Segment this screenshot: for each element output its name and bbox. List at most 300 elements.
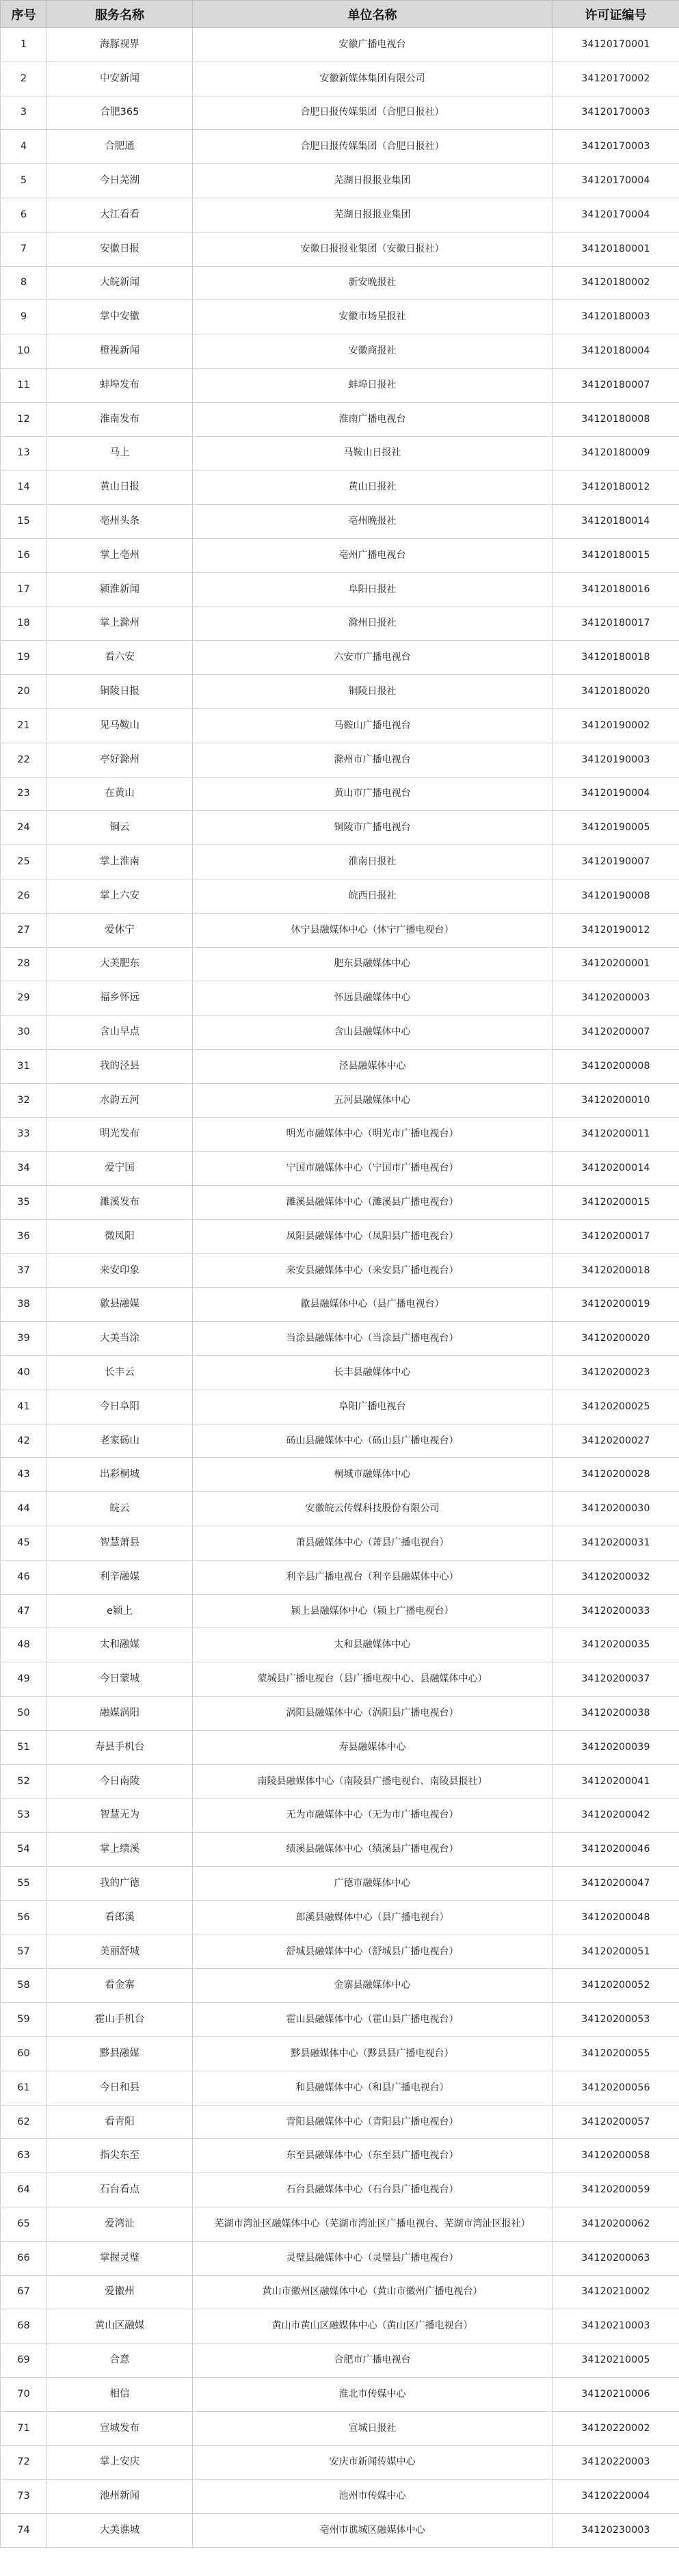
cell-license-number: 34120180016 bbox=[552, 572, 679, 607]
cell-unit-name: 南陵县融媒体中心（南陵县广播电视台、南陵县报社） bbox=[193, 1764, 552, 1798]
table-row bbox=[1, 2241, 679, 2275]
cell-service-name: 微凤阳 bbox=[47, 1219, 193, 1253]
cell-index: 11 bbox=[1, 368, 47, 402]
cell-unit-name: 宣城日报社 bbox=[193, 2411, 552, 2445]
cell-unit-name: 安徽商报社 bbox=[193, 334, 552, 369]
cell-license-number: 34120200048 bbox=[552, 1900, 679, 1935]
cell-unit-name: 含山县融媒体中心 bbox=[193, 1015, 552, 1050]
table-row bbox=[1, 572, 679, 607]
cell-service-name: 我的泾县 bbox=[47, 1049, 193, 1083]
cell-license-number: 34120190004 bbox=[552, 777, 679, 811]
table-row bbox=[1, 232, 679, 266]
cell-unit-name: 桐城市融媒体中心 bbox=[193, 1458, 552, 1492]
cell-license-number: 34120200010 bbox=[552, 1083, 679, 1117]
table-row bbox=[1, 879, 679, 913]
cell-license-number: 34120200007 bbox=[552, 1015, 679, 1050]
cell-index: 46 bbox=[1, 1560, 47, 1594]
cell-service-name: 亳州头条 bbox=[47, 505, 193, 539]
cell-unit-name: 萧县融媒体中心（萧县广播电视台） bbox=[193, 1526, 552, 1561]
cell-license-number: 34120210002 bbox=[552, 2275, 679, 2309]
table-row bbox=[1, 708, 679, 743]
cell-unit-name: 新安晚报社 bbox=[193, 266, 552, 300]
cell-index: 63 bbox=[1, 2139, 47, 2173]
cell-unit-name: 绩溪县融媒体中心（绩溪县广播电视台） bbox=[193, 1833, 552, 1867]
cell-service-name: 铜陵日报 bbox=[47, 675, 193, 709]
cell-license-number: 34120200042 bbox=[552, 1798, 679, 1833]
cell-service-name: 马上 bbox=[47, 436, 193, 470]
cell-license-number: 34120170004 bbox=[552, 198, 679, 232]
cell-service-name: 相信 bbox=[47, 2377, 193, 2411]
cell-license-number: 34120170004 bbox=[552, 164, 679, 198]
cell-license-number: 34120210005 bbox=[552, 2343, 679, 2378]
cell-unit-name: 郎溪县融媒体中心（县广播电视台） bbox=[193, 1900, 552, 1935]
cell-service-name: 中安新闻 bbox=[47, 62, 193, 96]
cell-unit-name: 石台县融媒体中心（石台县广播电视台） bbox=[193, 2173, 552, 2207]
cell-license-number: 34120180003 bbox=[552, 300, 679, 334]
cell-unit-name: 滁州日报社 bbox=[193, 607, 552, 641]
cell-license-number: 34120200025 bbox=[552, 1390, 679, 1424]
cell-service-name: 掌上滁州 bbox=[47, 607, 193, 641]
cell-unit-name: 马鞍山广播电视台 bbox=[193, 708, 552, 743]
cell-unit-name: 广德市融媒体中心 bbox=[193, 1867, 552, 1901]
cell-unit-name: 安徽皖云传媒科技股份有限公司 bbox=[193, 1492, 552, 1526]
cell-index: 50 bbox=[1, 1697, 47, 1731]
table-row bbox=[1, 1152, 679, 1186]
cell-service-name: 歙县融媒 bbox=[47, 1288, 193, 1322]
cell-unit-name: 寿县融媒体中心 bbox=[193, 1730, 552, 1764]
cell-unit-name: 凤阳县融媒体中心（凤阳县广播电视台） bbox=[193, 1219, 552, 1253]
cell-license-number: 34120200057 bbox=[552, 2105, 679, 2139]
table-row bbox=[1, 505, 679, 539]
cell-index: 55 bbox=[1, 1867, 47, 1901]
cell-license-number: 34120200052 bbox=[552, 1969, 679, 2003]
cell-service-name: 霍山手机台 bbox=[47, 2003, 193, 2037]
cell-unit-name: 颍上县融媒体中心（颍上广播电视台） bbox=[193, 1594, 552, 1628]
cell-license-number: 34120180018 bbox=[552, 641, 679, 675]
cell-service-name: 福乡怀远 bbox=[47, 981, 193, 1015]
cell-index: 4 bbox=[1, 130, 47, 164]
cell-license-number: 34120180015 bbox=[552, 538, 679, 572]
cell-license-number: 34120200014 bbox=[552, 1152, 679, 1186]
cell-index: 31 bbox=[1, 1049, 47, 1083]
cell-index: 66 bbox=[1, 2241, 47, 2275]
table-row bbox=[1, 913, 679, 947]
table-row bbox=[1, 130, 679, 164]
cell-index: 33 bbox=[1, 1117, 47, 1152]
cell-service-name: 皖云 bbox=[47, 1492, 193, 1526]
cell-license-number: 34120180002 bbox=[552, 266, 679, 300]
table-row bbox=[1, 1186, 679, 1220]
table-row bbox=[1, 1867, 679, 1901]
cell-service-name: 爱休宁 bbox=[47, 913, 193, 947]
cell-license-number: 34120220003 bbox=[552, 2445, 679, 2480]
cell-service-name: 合肥通 bbox=[47, 130, 193, 164]
cell-unit-name: 芜湖日报报业集团 bbox=[193, 164, 552, 198]
cell-unit-name: 安徽新媒体集团有限公司 bbox=[193, 62, 552, 96]
cell-unit-name: 淮南日报社 bbox=[193, 845, 552, 879]
cell-index: 42 bbox=[1, 1424, 47, 1458]
cell-service-name: 智慧萧县 bbox=[47, 1526, 193, 1561]
cell-index: 57 bbox=[1, 1935, 47, 1969]
cell-index: 43 bbox=[1, 1458, 47, 1492]
cell-index: 44 bbox=[1, 1492, 47, 1526]
cell-index: 61 bbox=[1, 2071, 47, 2105]
cell-license-number: 34120200027 bbox=[552, 1424, 679, 1458]
cell-service-name: e颍上 bbox=[47, 1594, 193, 1628]
cell-license-number: 34120200059 bbox=[552, 2173, 679, 2207]
cell-service-name: 掌握灵璧 bbox=[47, 2241, 193, 2275]
table-row bbox=[1, 62, 679, 96]
cell-license-number: 34120180020 bbox=[552, 675, 679, 709]
cell-service-name: 黟县融媒 bbox=[47, 2037, 193, 2071]
cell-unit-name: 安徽广播电视台 bbox=[193, 28, 552, 62]
cell-service-name: 铜云 bbox=[47, 811, 193, 845]
cell-service-name: 水韵五河 bbox=[47, 1083, 193, 1117]
cell-unit-name: 当涂县融媒体中心（当涂县广播电视台） bbox=[193, 1322, 552, 1356]
cell-index: 34 bbox=[1, 1152, 47, 1186]
cell-service-name: 海豚视界 bbox=[47, 28, 193, 62]
cell-license-number: 34120190012 bbox=[552, 913, 679, 947]
cell-unit-name: 无为市融媒体中心（无为市广播电视台） bbox=[193, 1798, 552, 1833]
cell-license-number: 34120220002 bbox=[552, 2411, 679, 2445]
table-row bbox=[1, 811, 679, 845]
cell-unit-name: 芜湖日报报业集团 bbox=[193, 198, 552, 232]
cell-service-name: 掌上安庆 bbox=[47, 2445, 193, 2480]
cell-unit-name: 淮北市传媒中心 bbox=[193, 2377, 552, 2411]
cell-unit-name: 黄山市广播电视台 bbox=[193, 777, 552, 811]
cell-index: 17 bbox=[1, 572, 47, 607]
cell-unit-name: 亳州市谯城区融媒体中心 bbox=[193, 2514, 552, 2548]
cell-index: 45 bbox=[1, 1526, 47, 1561]
cell-license-number: 34120220004 bbox=[552, 2480, 679, 2514]
cell-unit-name: 利辛县广播电视台（利辛县融媒体中心） bbox=[193, 1560, 552, 1594]
table-row bbox=[1, 2003, 679, 2037]
cell-unit-name: 蚌埠日报社 bbox=[193, 368, 552, 402]
table-row bbox=[1, 2037, 679, 2071]
cell-unit-name: 青阳县融媒体中心（青阳县广播电视台） bbox=[193, 2105, 552, 2139]
cell-unit-name: 安徽日报报业集团（安徽日报社） bbox=[193, 232, 552, 266]
table-row bbox=[1, 1697, 679, 1731]
cell-unit-name: 蒙城县广播电视台（县广播电视中心、县融媒体中心） bbox=[193, 1662, 552, 1697]
cell-service-name: 安徽日报 bbox=[47, 232, 193, 266]
cell-service-name: 石台看点 bbox=[47, 2173, 193, 2207]
table-row bbox=[1, 300, 679, 334]
table-row bbox=[1, 1969, 679, 2003]
cell-service-name: 爱湾沚 bbox=[47, 2207, 193, 2242]
cell-service-name: 我的广德 bbox=[47, 1867, 193, 1901]
cell-service-name: 融媒涡阳 bbox=[47, 1697, 193, 1731]
table-row bbox=[1, 2173, 679, 2207]
cell-unit-name: 池州市传媒中心 bbox=[193, 2480, 552, 2514]
cell-unit-name: 霍山县融媒体中心（霍山县广播电视台） bbox=[193, 2003, 552, 2037]
cell-license-number: 34120190005 bbox=[552, 811, 679, 845]
cell-index: 28 bbox=[1, 947, 47, 981]
table-row bbox=[1, 2071, 679, 2105]
cell-service-name: 掌上绩溪 bbox=[47, 1833, 193, 1867]
cell-license-number: 34120200041 bbox=[552, 1764, 679, 1798]
cell-license-number: 34120190003 bbox=[552, 743, 679, 777]
table-row bbox=[1, 1900, 679, 1935]
cell-license-number: 34120180001 bbox=[552, 232, 679, 266]
cell-service-name: 池州新闻 bbox=[47, 2480, 193, 2514]
table-header bbox=[1, 1, 679, 28]
cell-index: 40 bbox=[1, 1356, 47, 1390]
cell-license-number: 34120200046 bbox=[552, 1833, 679, 1867]
cell-index: 21 bbox=[1, 708, 47, 743]
cell-index: 67 bbox=[1, 2275, 47, 2309]
cell-index: 22 bbox=[1, 743, 47, 777]
cell-license-number: 34120200019 bbox=[552, 1288, 679, 1322]
cell-service-name: 淮南发布 bbox=[47, 402, 193, 436]
cell-index: 9 bbox=[1, 300, 47, 334]
cell-index: 68 bbox=[1, 2309, 47, 2343]
cell-index: 64 bbox=[1, 2173, 47, 2207]
table-row bbox=[1, 777, 679, 811]
cell-index: 7 bbox=[1, 232, 47, 266]
cell-license-number: 34120200063 bbox=[552, 2241, 679, 2275]
table-row bbox=[1, 1833, 679, 1867]
table-row bbox=[1, 1935, 679, 1969]
table-row bbox=[1, 266, 679, 300]
cell-license-number: 34120170003 bbox=[552, 96, 679, 130]
table-row bbox=[1, 96, 679, 130]
cell-service-name: 掌上六安 bbox=[47, 879, 193, 913]
cell-license-number: 34120200038 bbox=[552, 1697, 679, 1731]
cell-index: 74 bbox=[1, 2514, 47, 2548]
cell-unit-name: 舒城县融媒体中心（舒城县广播电视台） bbox=[193, 1935, 552, 1969]
cell-service-name: 大皖新闻 bbox=[47, 266, 193, 300]
cell-index: 62 bbox=[1, 2105, 47, 2139]
cell-license-number: 34120170002 bbox=[552, 62, 679, 96]
cell-license-number: 34120200039 bbox=[552, 1730, 679, 1764]
table-row bbox=[1, 402, 679, 436]
cell-index: 59 bbox=[1, 2003, 47, 2037]
cell-service-name: 蚌埠发布 bbox=[47, 368, 193, 402]
cell-unit-name: 铜陵日报社 bbox=[193, 675, 552, 709]
cell-index: 72 bbox=[1, 2445, 47, 2480]
table-row bbox=[1, 2411, 679, 2445]
cell-license-number: 34120180008 bbox=[552, 402, 679, 436]
cell-index: 8 bbox=[1, 266, 47, 300]
cell-unit-name: 六安市广播电视台 bbox=[193, 641, 552, 675]
cell-unit-name: 灵璧县融媒体中心（灵璧县广播电视台） bbox=[193, 2241, 552, 2275]
cell-service-name: 智慧无为 bbox=[47, 1798, 193, 1833]
table-row bbox=[1, 2514, 679, 2548]
cell-license-number: 34120200032 bbox=[552, 1560, 679, 1594]
cell-service-name: 寿县手机台 bbox=[47, 1730, 193, 1764]
cell-service-name: 今日和县 bbox=[47, 2071, 193, 2105]
cell-unit-name: 濉溪县融媒体中心（濉溪县广播电视台） bbox=[193, 1186, 552, 1220]
cell-unit-name: 怀远县融媒体中心 bbox=[193, 981, 552, 1015]
cell-license-number: 34120200053 bbox=[552, 2003, 679, 2037]
cell-license-number: 34120180009 bbox=[552, 436, 679, 470]
cell-service-name: 明光发布 bbox=[47, 1117, 193, 1152]
cell-index: 15 bbox=[1, 505, 47, 539]
cell-service-name: 颍淮新闻 bbox=[47, 572, 193, 607]
cell-service-name: 今日南陵 bbox=[47, 1764, 193, 1798]
cell-unit-name: 长丰县融媒体中心 bbox=[193, 1356, 552, 1390]
cell-service-name: 亭好滁州 bbox=[47, 743, 193, 777]
cell-index: 10 bbox=[1, 334, 47, 369]
table-row bbox=[1, 1219, 679, 1253]
cell-license-number: 34120180012 bbox=[552, 470, 679, 505]
cell-license-number: 34120180017 bbox=[552, 607, 679, 641]
cell-unit-name: 五河县融媒体中心 bbox=[193, 1083, 552, 1117]
cell-service-name: 大江看看 bbox=[47, 198, 193, 232]
cell-index: 53 bbox=[1, 1798, 47, 1833]
cell-index: 39 bbox=[1, 1322, 47, 1356]
cell-index: 56 bbox=[1, 1900, 47, 1935]
table-row bbox=[1, 981, 679, 1015]
cell-unit-name: 金寨县融媒体中心 bbox=[193, 1969, 552, 2003]
cell-license-number: 34120200015 bbox=[552, 1186, 679, 1220]
cell-service-name: 含山早点 bbox=[47, 1015, 193, 1050]
table-row bbox=[1, 1798, 679, 1833]
cell-unit-name: 合肥市广播电视台 bbox=[193, 2343, 552, 2378]
cell-service-name: 爱宁国 bbox=[47, 1152, 193, 1186]
cell-license-number: 34120200028 bbox=[552, 1458, 679, 1492]
cell-license-number: 34120200062 bbox=[552, 2207, 679, 2242]
cell-index: 23 bbox=[1, 777, 47, 811]
cell-index: 37 bbox=[1, 1253, 47, 1288]
table-row bbox=[1, 607, 679, 641]
table-row bbox=[1, 334, 679, 369]
cell-service-name: 合肥365 bbox=[47, 96, 193, 130]
cell-license-number: 34120180004 bbox=[552, 334, 679, 369]
table-body bbox=[1, 28, 679, 2548]
table-row bbox=[1, 1117, 679, 1152]
cell-index: 48 bbox=[1, 1628, 47, 1662]
cell-index: 3 bbox=[1, 96, 47, 130]
cell-index: 5 bbox=[1, 164, 47, 198]
cell-license-number: 34120200051 bbox=[552, 1935, 679, 1969]
table-row bbox=[1, 1560, 679, 1594]
cell-index: 73 bbox=[1, 2480, 47, 2514]
cell-index: 71 bbox=[1, 2411, 47, 2445]
cell-license-number: 34120200035 bbox=[552, 1628, 679, 1662]
cell-unit-name: 阜阳日报社 bbox=[193, 572, 552, 607]
cell-unit-name: 滁州市广播电视台 bbox=[193, 743, 552, 777]
cell-service-name: 美丽舒城 bbox=[47, 1935, 193, 1969]
cell-unit-name: 亳州晚报社 bbox=[193, 505, 552, 539]
cell-unit-name: 来安县融媒体中心（来安县广播电视台） bbox=[193, 1253, 552, 1288]
cell-index: 14 bbox=[1, 470, 47, 505]
cell-license-number: 34120200037 bbox=[552, 1662, 679, 1697]
cell-service-name: 宣城发布 bbox=[47, 2411, 193, 2445]
cell-service-name: 来安印象 bbox=[47, 1253, 193, 1288]
cell-service-name: 黄山区融媒 bbox=[47, 2309, 193, 2343]
cell-service-name: 老家砀山 bbox=[47, 1424, 193, 1458]
cell-index: 27 bbox=[1, 913, 47, 947]
cell-unit-name: 歙县融媒体中心（县广播电视台） bbox=[193, 1288, 552, 1322]
cell-unit-name: 铜陵市广播电视台 bbox=[193, 811, 552, 845]
table-row bbox=[1, 1730, 679, 1764]
cell-license-number: 34120210003 bbox=[552, 2309, 679, 2343]
cell-service-name: 看郎溪 bbox=[47, 1900, 193, 1935]
cell-unit-name: 安徽市场星报社 bbox=[193, 300, 552, 334]
table-row bbox=[1, 2480, 679, 2514]
cell-license-number: 34120200047 bbox=[552, 1867, 679, 1901]
cell-license-number: 34120230003 bbox=[552, 2514, 679, 2548]
cell-index: 58 bbox=[1, 1969, 47, 2003]
table-row bbox=[1, 2207, 679, 2242]
cell-index: 24 bbox=[1, 811, 47, 845]
cell-unit-name: 黄山日报社 bbox=[193, 470, 552, 505]
cell-index: 35 bbox=[1, 1186, 47, 1220]
cell-index: 54 bbox=[1, 1833, 47, 1867]
table-row bbox=[1, 538, 679, 572]
cell-service-name: 掌中安徽 bbox=[47, 300, 193, 334]
table-row bbox=[1, 1083, 679, 1117]
cell-unit-name: 和县融媒体中心（和县广播电视台） bbox=[193, 2071, 552, 2105]
cell-unit-name: 亳州广播电视台 bbox=[193, 538, 552, 572]
cell-license-number: 34120200031 bbox=[552, 1526, 679, 1561]
table-row bbox=[1, 1492, 679, 1526]
cell-unit-name: 休宁县融媒体中心（休宁广播电视台） bbox=[193, 913, 552, 947]
cell-service-name: 橙视新闻 bbox=[47, 334, 193, 369]
cell-service-name: 看六安 bbox=[47, 641, 193, 675]
cell-index: 1 bbox=[1, 28, 47, 62]
cell-service-name: 长丰云 bbox=[47, 1356, 193, 1390]
table-row bbox=[1, 1253, 679, 1288]
cell-license-number: 34120190002 bbox=[552, 708, 679, 743]
cell-license-number: 34120210006 bbox=[552, 2377, 679, 2411]
table-row bbox=[1, 368, 679, 402]
cell-unit-name: 芜湖市湾沚区融媒体中心（芜湖市湾沚区广播电视台、芜湖市湾沚区报社） bbox=[193, 2207, 552, 2242]
cell-license-number: 34120190007 bbox=[552, 845, 679, 879]
cell-license-number: 34120200001 bbox=[552, 947, 679, 981]
cell-unit-name: 涡阳县融媒体中心（涡阳县广播电视台） bbox=[193, 1697, 552, 1731]
table-row bbox=[1, 28, 679, 62]
cell-unit-name: 合肥日报传媒集团（合肥日报社） bbox=[193, 96, 552, 130]
cell-unit-name: 肥东县融媒体中心 bbox=[193, 947, 552, 981]
cell-index: 70 bbox=[1, 2377, 47, 2411]
cell-service-name: 大美肥东 bbox=[47, 947, 193, 981]
cell-service-name: 看金寨 bbox=[47, 1969, 193, 2003]
cell-index: 47 bbox=[1, 1594, 47, 1628]
cell-service-name: 见马鞍山 bbox=[47, 708, 193, 743]
table-row bbox=[1, 2309, 679, 2343]
cell-index: 30 bbox=[1, 1015, 47, 1050]
table-row bbox=[1, 436, 679, 470]
cell-service-name: 掌上淮南 bbox=[47, 845, 193, 879]
header-unit-name: 单位名称 bbox=[193, 1, 552, 28]
cell-service-name: 出彩桐城 bbox=[47, 1458, 193, 1492]
cell-service-name: 今日蒙城 bbox=[47, 1662, 193, 1697]
table-row bbox=[1, 1458, 679, 1492]
cell-unit-name: 宁国市融媒体中心（宁国市广播电视台） bbox=[193, 1152, 552, 1186]
table-row bbox=[1, 198, 679, 232]
cell-service-name: 掌上亳州 bbox=[47, 538, 193, 572]
cell-unit-name: 合肥日报传媒集团（合肥日报社） bbox=[193, 130, 552, 164]
table-row bbox=[1, 164, 679, 198]
cell-unit-name: 淮南广播电视台 bbox=[193, 402, 552, 436]
table-row bbox=[1, 470, 679, 505]
cell-index: 65 bbox=[1, 2207, 47, 2242]
cell-service-name: 看青阳 bbox=[47, 2105, 193, 2139]
table-row bbox=[1, 845, 679, 879]
table-row bbox=[1, 1424, 679, 1458]
cell-index: 32 bbox=[1, 1083, 47, 1117]
cell-unit-name: 明光市融媒体中心（明光市广播电视台） bbox=[193, 1117, 552, 1152]
cell-unit-name: 泾县融媒体中心 bbox=[193, 1049, 552, 1083]
cell-service-name: 在黄山 bbox=[47, 777, 193, 811]
table-row bbox=[1, 1662, 679, 1697]
cell-index: 12 bbox=[1, 402, 47, 436]
cell-license-number: 34120180007 bbox=[552, 368, 679, 402]
cell-service-name: 今日芜湖 bbox=[47, 164, 193, 198]
cell-unit-name: 砀山县融媒体中心（砀山县广播电视台） bbox=[193, 1424, 552, 1458]
